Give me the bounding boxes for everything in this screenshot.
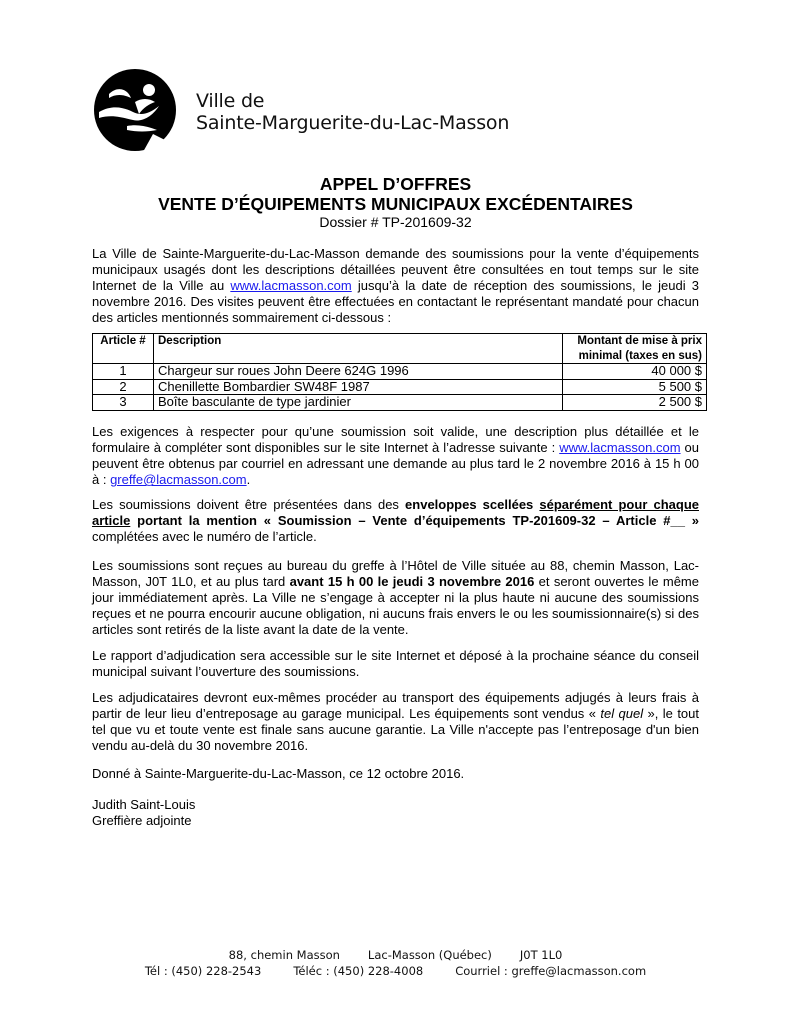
footer-address: 88, chemin Masson [228, 948, 340, 962]
cell-article: 2 [93, 379, 154, 395]
signature-block [92, 797, 699, 829]
table-row [93, 379, 707, 395]
soumissions-text-1: Les soumissions doivent être présentées dans des [92, 497, 406, 512]
adjudicataires-paragraph [92, 690, 699, 754]
adjudicataires-text-1: Les adjudicataires devront eux-mêmes procéder au transport des équipements adjugés à leurs frais à partir de leur lieu d’entreposage au garage municipal. Les équipements sont vendus « [92, 690, 699, 722]
signature-role: Greffière adjointe [92, 813, 192, 829]
soumissions-bold-2: portant la mention « Soumission – Vente d’équipements TP-201609-32 – Article #__ » [130, 513, 699, 529]
items-table [92, 333, 707, 411]
exigences-text-2: ou peuvent être obtenus par courriel en adressant une demande au plus tard le 2 novembre 2016 à 15 h 00 à : [92, 440, 699, 488]
rapport-text: Le rapport d’adjudication sera accessible sur le site Internet et déposé à la prochaine séance du conseil municipal suivant l’ouverture des soumissions. [92, 648, 699, 680]
doc-subtitle: VENTE D’ÉQUIPEMENTS MUNICIPAUX EXCÉDENTAIRES [158, 194, 633, 214]
table-header-row [93, 334, 707, 364]
header-montant: Montant de mise à prix minimal (taxes en sus) [563, 334, 707, 364]
cell-montant: 2 500 $ [563, 395, 707, 411]
cell-article: 3 [93, 395, 154, 411]
rapport-paragraph [92, 648, 699, 680]
soumissions-paragraph [92, 497, 699, 545]
soumissions-underline: séparément pour chaque article [92, 497, 699, 529]
intro-text-1: La Ville de Sainte-Marguerite-du-Lac-Masson demande des soumissions pour la vente d’équipements municipaux usagés dont les descriptions détaillées peuvent être consultées en tout temps sur le site Internet de la Ville au [92, 246, 699, 294]
header-article: Article # [93, 334, 154, 364]
cell-description: Chenillette Bombardier SW48F 1987 [154, 379, 563, 395]
exigences-link-site[interactable]: www.lacmasson.com [559, 440, 681, 456]
header-description: Description [154, 334, 563, 364]
adjudicataires-italic: tel quel [600, 706, 644, 722]
ville-logo [93, 68, 177, 152]
footer-address-line [0, 948, 791, 962]
intro-link[interactable]: www.lacmasson.com [230, 278, 352, 294]
ville-line1: Ville de [196, 90, 265, 112]
table-row [93, 395, 707, 411]
cell-montant: 40 000 $ [563, 364, 707, 380]
footer-fax: Téléc : (450) 228-4008 [293, 964, 424, 978]
reception-text-2: et seront ouvertes le même jour immédiatement après. La Ville ne s’engage à accepter ni la plus haute ni aucune des soumissions reçues et ne pourra encourir aucune obligation, ni aucuns frais envers le ou les soumissionnaire(s) si des articles sont retirés de la liste avant la date de la vente. [92, 574, 699, 638]
table-row [93, 364, 707, 380]
doc-title: APPEL D’OFFRES [319, 174, 472, 194]
cell-description: Boîte basculante de type jardinier [154, 395, 563, 411]
soumissions-text-2: complétées avec le numéro de l’article. [92, 529, 317, 545]
dossier-number: Dossier # TP-201609-32 [319, 214, 472, 230]
ville-name [196, 90, 509, 134]
adjudicataires-text-2: », le tout tel que vu et toute vente est finale sans aucune garantie. La Ville n'accepte pas l’entreposage d'un bien vendu au-delà du 30 novembre 2016. [92, 706, 699, 754]
cell-description: Chargeur sur roues John Deere 624G 1996 [154, 364, 563, 380]
exigences-link-email[interactable]: greffe@lacmasson.com [110, 472, 247, 488]
cell-article: 1 [93, 364, 154, 380]
ville-line2: Sainte-Marguerite-du-Lac-Masson [196, 112, 510, 134]
soumissions-bold-1: enveloppes scellées [405, 497, 540, 512]
exigences-text-3: . [246, 472, 251, 488]
donne-paragraph [92, 766, 699, 782]
reception-bold: avant 15 h 00 le jeudi 3 novembre 2016 [289, 574, 535, 590]
signature-name: Judith Saint-Louis [92, 797, 196, 812]
exigences-paragraph [92, 424, 699, 488]
footer-postal: J0T 1L0 [519, 948, 563, 962]
donne-text: Donné à Sainte-Marguerite-du-Lac-Masson, ce 12 octobre 2016. [92, 766, 465, 781]
intro-text-2: jusqu’à la date de réception des soumissions, le jeudi 3 novembre 2016. Des visites peuvent être effectuées en contactant le représentant mandaté pour chacun des articles mentionnés sommairement ci-dessous : [92, 278, 699, 326]
exigences-text-1: Les exigences à respecter pour qu’une soumission soit valide, une description plus détaillée et le formulaire à compléter sont disponibles sur le site Internet à l’adresse suivante : [92, 424, 699, 456]
footer-contact-line [0, 964, 791, 978]
footer-city: Lac-Masson (Québec) [367, 948, 492, 962]
footer-tel: Tél : (450) 228-2543 [144, 964, 262, 978]
cell-montant: 5 500 $ [563, 379, 707, 395]
footer-email: Courriel : greffe@lacmasson.com [455, 964, 647, 978]
reception-paragraph [92, 558, 699, 638]
reception-text-1: Les soumissions sont reçues au bureau du greffe à l’Hôtel de Ville située au 88, chemin Masson, Lac-Masson, J0T 1L0, et au plus tard [92, 558, 699, 590]
intro-paragraph [92, 246, 699, 326]
